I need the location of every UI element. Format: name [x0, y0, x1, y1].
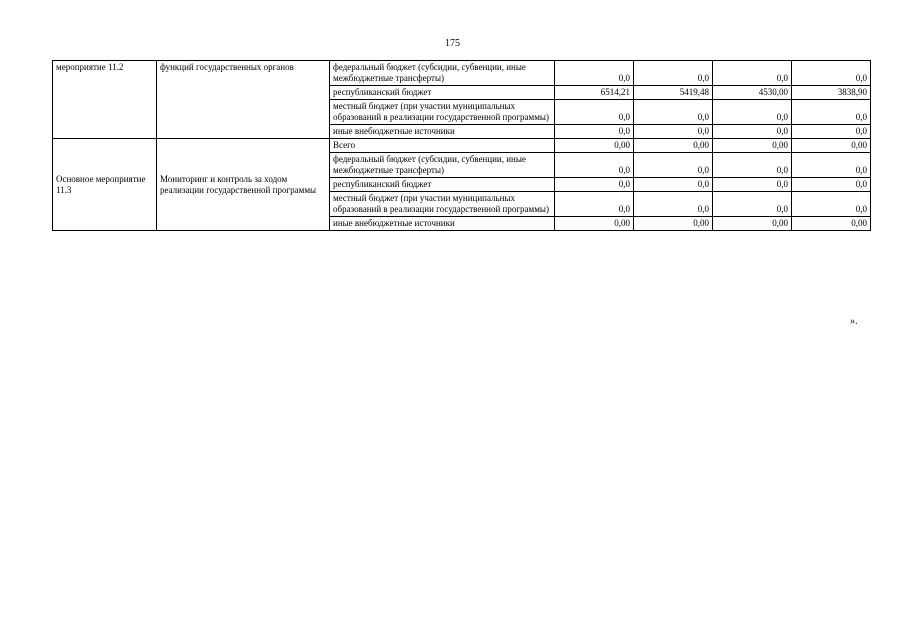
closing-quote-mark: ».	[850, 316, 858, 327]
value-cell: 0,0	[634, 100, 713, 125]
value-cell: 0,00	[713, 139, 792, 153]
event-description-cell: функций государственных органов	[157, 61, 330, 139]
funding-source-cell: федеральный бюджет (субсидии, субвенции, иные межбюджетные трансферты)	[330, 153, 555, 178]
budget-table-body	[53, 61, 871, 231]
value-cell: 0,00	[555, 217, 634, 231]
funding-source-cell: федеральный бюджет (субсидии, субвенции, иные межбюджетные трансферты)	[330, 61, 555, 86]
page-number: 175	[445, 38, 460, 49]
value-cell: 0,0	[555, 153, 634, 178]
value-cell: 3838,90	[792, 86, 871, 100]
value-cell: 0,0	[792, 178, 871, 192]
value-cell: 0,00	[634, 139, 713, 153]
event-name-cell: мероприятие 11.2	[53, 61, 157, 139]
value-cell: 0,0	[555, 61, 634, 86]
value-cell: 0,00	[713, 217, 792, 231]
funding-source-cell: республиканский бюджет	[330, 86, 555, 100]
value-cell: 0,0	[713, 125, 792, 139]
value-cell: 0,0	[634, 125, 713, 139]
event-name-cell: Основное мероприятие 11.3	[53, 139, 157, 231]
value-cell: 0,0	[792, 192, 871, 217]
funding-source-cell: иные внебюджетные источники	[330, 217, 555, 231]
value-cell: 0,0	[634, 153, 713, 178]
funding-source-cell: местный бюджет (при участии муниципальных образований в реализации государственной программы)	[330, 192, 555, 217]
value-cell: 0,0	[713, 100, 792, 125]
funding-source-cell: местный бюджет (при участии муниципальных образований в реализации государственной программы)	[330, 100, 555, 125]
funding-source-cell: Всего	[330, 139, 555, 153]
value-cell: 0,0	[713, 178, 792, 192]
value-cell: 0,0	[713, 153, 792, 178]
value-cell: 0,0	[634, 178, 713, 192]
value-cell: 0,0	[555, 192, 634, 217]
value-cell: 0,0	[792, 153, 871, 178]
value-cell: 0,0	[555, 125, 634, 139]
value-cell: 0,0	[792, 61, 871, 86]
value-cell: 0,00	[634, 217, 713, 231]
event-description-cell: Мониторинг и контроль за ходом реализации государственной программы	[157, 139, 330, 231]
value-cell: 0,0	[713, 192, 792, 217]
funding-source-cell: иные внебюджетные источники	[330, 125, 555, 139]
funding-source-cell: республиканский бюджет	[330, 178, 555, 192]
value-cell: 0,0	[792, 100, 871, 125]
value-cell: 0,0	[792, 125, 871, 139]
value-cell: 0,0	[713, 61, 792, 86]
value-cell: 0,00	[792, 139, 871, 153]
value-cell: 0,0	[634, 192, 713, 217]
value-cell: 0,0	[555, 100, 634, 125]
budget-table	[52, 60, 871, 231]
value-cell: 0,0	[555, 178, 634, 192]
table-row	[53, 61, 871, 86]
value-cell: 6514,21	[555, 86, 634, 100]
value-cell: 0,0	[634, 61, 713, 86]
table-row	[53, 139, 871, 153]
value-cell: 0,00	[792, 217, 871, 231]
value-cell: 0,00	[555, 139, 634, 153]
value-cell: 5419,48	[634, 86, 713, 100]
value-cell: 4530,00	[713, 86, 792, 100]
